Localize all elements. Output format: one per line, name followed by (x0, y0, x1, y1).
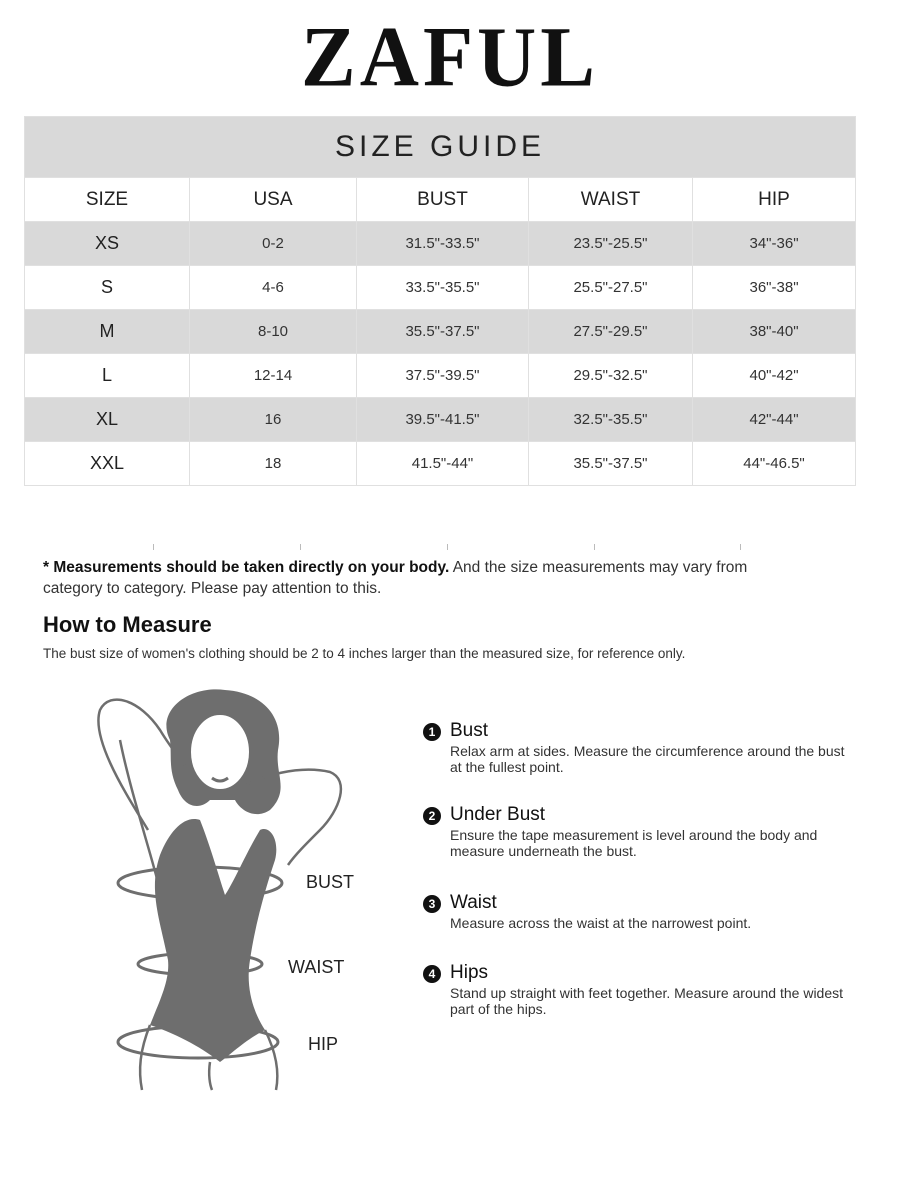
cell-hip: 36"-38" (693, 266, 856, 310)
step-description: Relax arm at sides. Measure the circumference around the bust at the fullest point. (450, 743, 845, 775)
cell-size: XL (25, 398, 190, 442)
cell-size: M (25, 310, 190, 354)
size-guide-table (24, 116, 856, 486)
step-title: Hips (450, 962, 489, 983)
cell-size: L (25, 354, 190, 398)
column-header-size: SIZE (25, 178, 190, 222)
cell-waist: 29.5"-32.5" (529, 354, 693, 398)
tick-mark (594, 544, 595, 550)
cell-waist: 23.5"-25.5" (529, 222, 693, 266)
step-title: Under Bust (450, 804, 546, 825)
cell-bust: 41.5"-44" (357, 442, 529, 486)
face-shape (190, 714, 250, 790)
cell-bust: 37.5"-39.5" (357, 354, 529, 398)
cell-hip: 38"-40" (693, 310, 856, 354)
step-number-badge: 4 (423, 965, 441, 983)
column-header-hip: HIP (693, 178, 856, 222)
column-header-usa: USA (190, 178, 357, 222)
table-row (25, 310, 856, 354)
tick-mark (447, 544, 448, 550)
table-header-row (25, 178, 856, 222)
cell-usa: 4-6 (190, 266, 357, 310)
cell-waist: 27.5"-29.5" (529, 310, 693, 354)
cell-hip: 44"-46.5" (693, 442, 856, 486)
measurement-note-bold: * Measurements should be taken directly on your body. (43, 559, 450, 576)
body-measurement-figure (60, 680, 420, 1100)
figure-label-hip: HIP (308, 1034, 339, 1054)
step-number-badge: 3 (423, 895, 441, 913)
step-description: Measure across the waist at the narrowest point. (450, 915, 752, 931)
brand-logo: ZAFUL (301, 8, 599, 105)
figure-label-waist: WAIST (288, 957, 345, 977)
step-description: Stand up straight with feet together. Measure around the widest part of the hips. (450, 985, 844, 1017)
cell-bust: 33.5"-35.5" (357, 266, 529, 310)
cell-hip: 42"-44" (693, 398, 856, 442)
column-header-waist: WAIST (529, 178, 693, 222)
column-header-bust: BUST (357, 178, 529, 222)
figure-label-bust: BUST (306, 872, 355, 892)
how-to-measure-title: How to Measure (43, 612, 212, 637)
table-row (25, 354, 856, 398)
cell-bust: 31.5"-33.5" (357, 222, 529, 266)
cell-usa: 18 (190, 442, 357, 486)
body-figure-illustration (60, 680, 420, 1100)
step-title: Bust (450, 720, 489, 741)
cell-hip: 34"-36" (693, 222, 856, 266)
cell-usa: 0-2 (190, 222, 357, 266)
cell-usa: 8-10 (190, 310, 357, 354)
cell-usa: 16 (190, 398, 357, 442)
measurement-note (43, 557, 763, 599)
tick-mark (300, 544, 301, 550)
left-body-outline (120, 740, 160, 890)
cell-waist: 35.5"-37.5" (529, 442, 693, 486)
cell-usa: 12-14 (190, 354, 357, 398)
step-description: Ensure the tape measurement is level around the body and measure underneath the bust. (450, 827, 818, 859)
cell-bust: 39.5"-41.5" (357, 398, 529, 442)
divider-ticks (0, 544, 900, 552)
table-row (25, 442, 856, 486)
table-row (25, 266, 856, 310)
size-guide-title: SIZE GUIDE (25, 117, 856, 178)
cell-hip: 40"-42" (693, 354, 856, 398)
step-number-badge: 1 (423, 723, 441, 741)
how-to-measure-subtitle: The bust size of women's clothing should be 2 to 4 inches larger than the measured size, for reference only. (43, 646, 686, 661)
tick-mark (740, 544, 741, 550)
inner-leg-outline (209, 1062, 212, 1090)
step-number-badge: 2 (423, 807, 441, 825)
cell-size: XS (25, 222, 190, 266)
step-title: Waist (450, 892, 497, 913)
tick-mark (153, 544, 154, 550)
cell-waist: 25.5"-27.5" (529, 266, 693, 310)
left-leg-outline (140, 1025, 150, 1090)
cell-waist: 32.5"-35.5" (529, 398, 693, 442)
cell-bust: 35.5"-37.5" (357, 310, 529, 354)
cell-size: XXL (25, 442, 190, 486)
table-row (25, 398, 856, 442)
cell-size: S (25, 266, 190, 310)
table-row (25, 222, 856, 266)
measurement-note-text: And the size measurements may vary from category to category. Please pay attention to this. (43, 559, 748, 597)
